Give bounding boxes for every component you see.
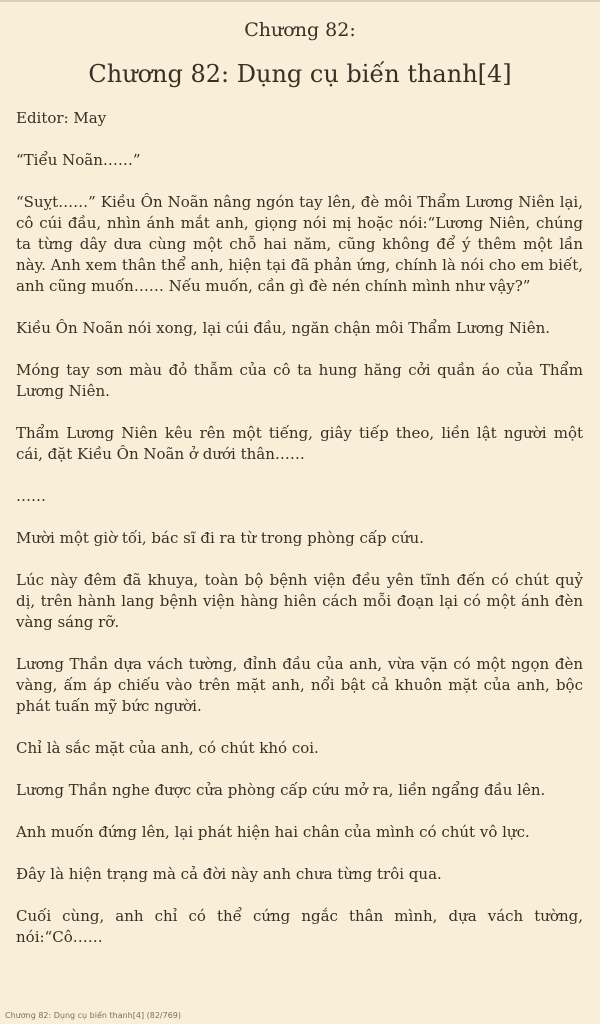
paragraph: Lúc này đêm đã khuya, toàn bộ bệnh viện đều yên tĩnh đến có chút quỷ dị, trên hành lang bệnh viện hàng hiên cách mỗi đoạn lại có một ánh đèn vàng sáng rỡ.	[16, 571, 583, 631]
paragraph: “Tiểu Noãn……”	[16, 151, 141, 169]
reader-content[interactable]	[16, 108, 583, 969]
paragraph: ……	[16, 487, 46, 505]
paragraph: Móng tay sơn màu đỏ thẫm của cô ta hung hăng cởi quần áo của Thẩm Lương Niên.	[16, 361, 583, 400]
paragraph: Editor: May	[16, 109, 107, 127]
paragraph: Mười một giờ tối, bác sĩ đi ra từ trong phòng cấp cứu.	[16, 529, 424, 547]
paragraph: Cuối cùng, anh chỉ có thể cứng ngắc thân mình, dựa vách tường, nói:“Cô……	[16, 907, 583, 946]
paragraph: Anh muốn đứng lên, lại phát hiện hai chân của mình có chút vô lực.	[16, 823, 530, 841]
paragraph: Thẩm Lương Niên kêu rên một tiếng, giây tiếp theo, liền lật người một cái, đặt Kiều Ôn Noãn ở dưới thân……	[16, 424, 583, 463]
paragraph: Lương Thần nghe được cửa phòng cấp cứu mở ra, liền ngẩng đầu lên.	[16, 781, 546, 799]
running-head: Chương 82:	[244, 19, 356, 41]
chapter-title: Chương 82: Dụng cụ biến thanh[4]	[88, 60, 512, 88]
paragraph: Kiều Ôn Noãn nói xong, lại cúi đầu, ngăn chận môi Thẩm Lương Niên.	[16, 319, 551, 337]
paragraph: Đây là hiện trạng mà cả đời này anh chưa từng trôi qua.	[16, 865, 442, 883]
top-border-line	[0, 0, 600, 2]
paragraph: “Suỵt……” Kiều Ôn Noãn nâng ngón tay lên, đè môi Thẩm Lương Niên lại, cô cúi đầu, nhìn ánh mắt anh, giọng nói mị hoặc nói:“Lương Niên, chúng ta từng dây dưa cùng một chỗ hai năm, cũng không để ý thêm một lần này. Anh xem thân thể anh, hiện tại đã phản ứng, chính là nói cho em biết, anh cũng muốn…… Nếu muốn, cần gì đè nén chính mình như vậy?”	[16, 193, 583, 295]
paragraph: Chỉ là sắc mặt của anh, có chút khó coi.	[16, 739, 319, 757]
reader-status-footer: Chương 82: Dụng cụ biến thanh[4] (82/769)	[5, 1011, 182, 1020]
paragraph: Lương Thần dựa vách tường, đỉnh đầu của anh, vừa vặn có một ngọn đèn vàng, ấm áp chiếu vào trên mặt anh, nổi bật cả khuôn mặt của anh, bộc phát tuấn mỹ bức người.	[16, 655, 583, 715]
